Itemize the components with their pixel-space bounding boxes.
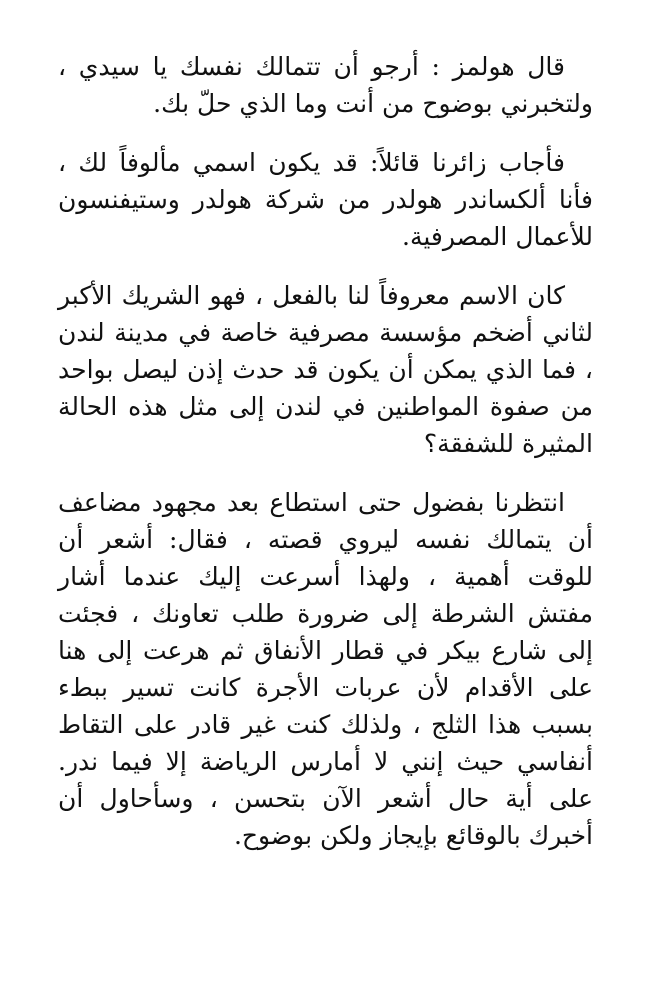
- paragraph-visitor-introduction: فأجاب زائرنا قائلاً: قد يكون اسمي مألوفاً لك ، فأنا ألكساندر هولدر من شركة هولدر وستيفنسون للأعمال المصرفية.: [58, 148, 593, 251]
- paragraph-name-recognition: كان الاسم معروفاً لنا بالفعل ، فهو الشريك الأكبر لثاني أضخم مؤسسة مصرفية خاصة في مدينة لندن ، فما الذي يمكن أن يكون قد حدث إذن ليصل بواحد من صفوة المواطنين في لندن إلى مثل هذه الحالة المثيرة للشفقة؟: [58, 281, 593, 458]
- book-page-text: [58, 48, 593, 854]
- paragraph-holmes-request: قال هولمز : أرجو أن تتمالك نفسك يا سيدي ، ولتخبرني بوضوح من أنت وما الذي حلّ بك.: [58, 52, 593, 118]
- paragraph-visitor-story: انتظرنا بفضول حتى استطاع بعد مجهود مضاعف أن يتمالك نفسه ليروي قصته ، فقال: أشعر أن للوقت أهمية ، ولهذا أسرعت إليك عندما أشار مفتش الشرطة إلى ضرورة طلب تعاونك ، فجئت إلى شارع بيكر في قطار الأنفاق ثم هرعت إلى هنا على الأقدام لأن عربات الأجرة كانت تسير ببطء بسبب هذا الثلج ، ولذلك كنت غير قادر على التقاط أنفاسي حيث إنني لا أمارس الرياضة إلا فيما ندر. على أية حال أشعر الآن بتحسن ، وسأحاول أن أخبرك بالوقائع بإيجاز ولكن بوضوح.: [58, 488, 593, 850]
